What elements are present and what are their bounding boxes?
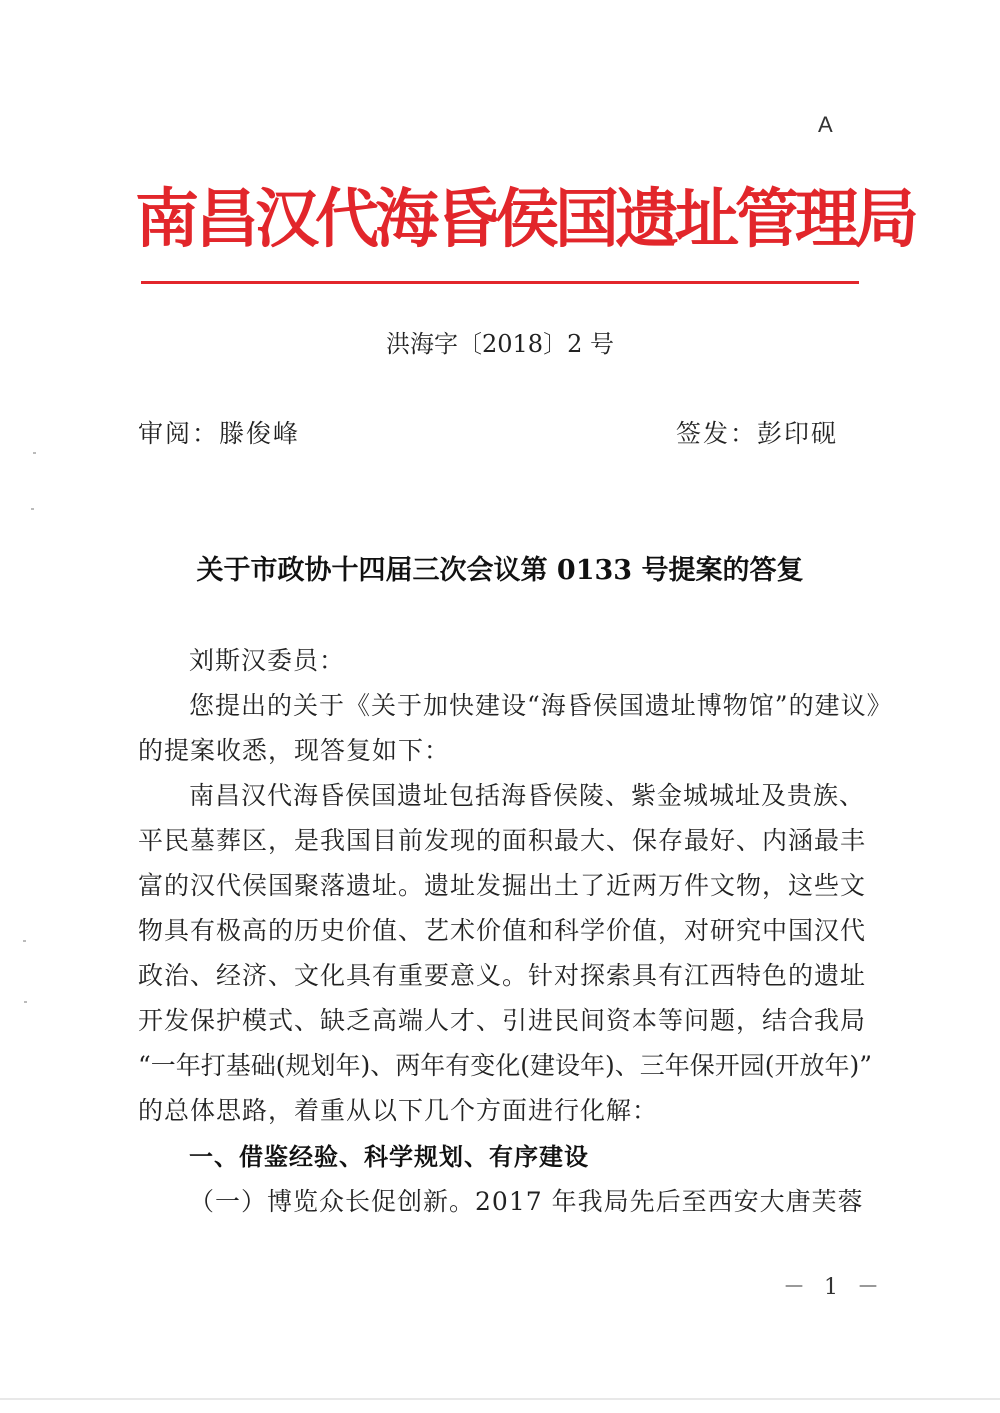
page-number: － 1 －	[783, 1275, 885, 1300]
issuer-signature: 签发：彭印砚	[676, 419, 839, 448]
body-line: （一）博览众长促创新。2017 年我局先后至西安大唐芙蓉	[189, 1187, 864, 1216]
scan-edge	[0, 1398, 1000, 1400]
body-line: 您提出的关于《关于加快建设“海昏侯国遗址博物馆”的建议》	[189, 691, 893, 720]
scan-speck	[23, 940, 26, 942]
page-mark: A	[818, 112, 833, 137]
body-line: 的总体思路，着重从以下几个方面进行化解：	[138, 1096, 659, 1125]
scan-speck	[33, 452, 36, 454]
red-divider-line	[141, 281, 859, 284]
body-line: 物具有极高的历史价值、艺术价值和科学价值，对研究中国汉代	[138, 916, 867, 945]
section-heading: 一、借鉴经验、科学规划、有序建设	[189, 1143, 589, 1171]
body-line: 富的汉代侯国聚落遗址。遗址发掘出土了近两万件文物，这些文	[138, 871, 867, 900]
reviewer-signature: 审阅：滕俊峰	[138, 419, 301, 448]
scan-speck	[31, 508, 34, 510]
body-line: 的提案收悉，现答复如下：	[138, 736, 451, 765]
body-line: “一年打基础(规划年)、两年有变化(建设年)、三年保开园(开放年)”	[138, 1051, 873, 1080]
body-line: 平民墓葬区，是我国目前发现的面积最大、保存最好、内涵最丰	[138, 826, 867, 855]
organization-header: 南昌汉代海昏侯国遗址管理局	[135, 183, 915, 257]
salutation: 刘斯汉委员：	[189, 646, 346, 675]
scan-speck	[24, 1001, 27, 1003]
document-title: 关于市政协十四届三次会议第 0133 号提案的答复	[196, 555, 804, 586]
body-line: 政治、经济、文化具有重要意义。针对探索具有江西特色的遗址	[138, 961, 867, 990]
document-number: 洪海字〔2018〕2 号	[386, 330, 614, 358]
body-line: 南昌汉代海昏侯国遗址包括海昏侯陵、紫金城城址及贵族、	[189, 781, 866, 810]
body-line: 开发保护模式、缺乏高端人才、引进民间资本等问题，结合我局	[138, 1006, 867, 1035]
